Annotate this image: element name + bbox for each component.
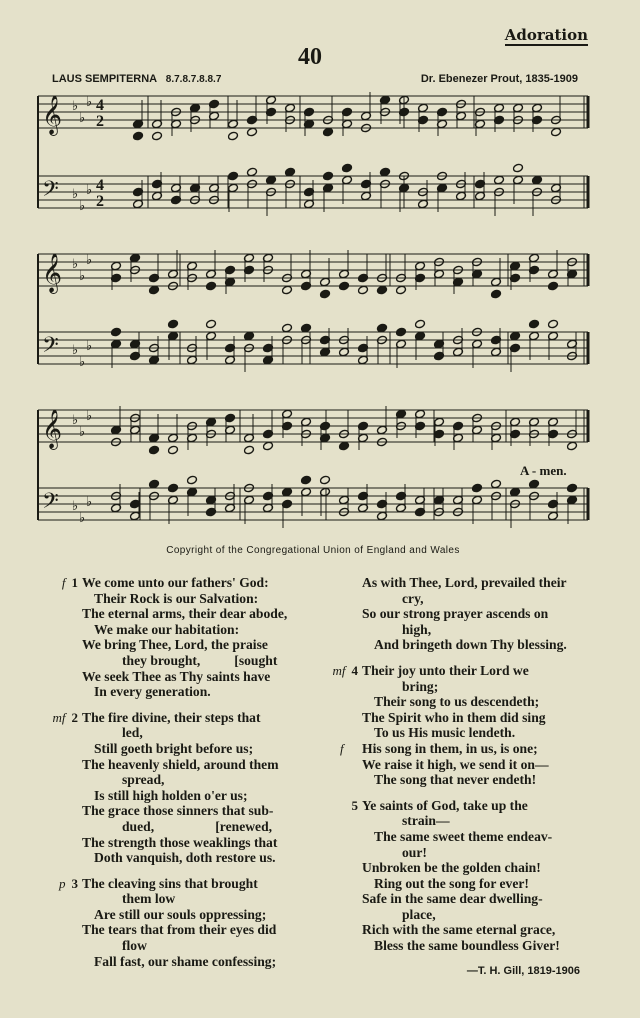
flat-icon: ♭ <box>86 253 93 268</box>
verse-line: bring; <box>402 678 439 694</box>
verse-line: Their Rock is our Salvation: <box>94 590 259 606</box>
verse-3-continued <box>324 575 592 653</box>
note-head <box>168 483 179 493</box>
verse-1 <box>38 575 308 700</box>
verse-line: We bring Thee, Lord, the praise <box>82 637 268 653</box>
note-head <box>342 163 353 173</box>
verse-line: As with Thee, Lord, prevailed their <box>362 575 567 590</box>
flat-icon: ♭ <box>79 111 86 126</box>
text-attribution: —T. H. Gill, 1819-1906 <box>466 964 580 977</box>
flat-icon: ♭ <box>86 495 93 510</box>
note-head <box>301 281 312 291</box>
dynamic-mark: f <box>340 740 344 756</box>
note-head <box>358 285 369 295</box>
verse-2 <box>38 710 308 866</box>
verse-line: Bless the same boundless Giver! <box>374 938 560 954</box>
verse-line: The grace those sinners that sub- <box>82 803 274 819</box>
treble-clef-icon: 𝄞 <box>42 409 63 449</box>
note-head <box>152 131 163 141</box>
flat-icon: ♭ <box>86 409 93 424</box>
verse-line: high, <box>402 621 432 637</box>
verse-line: Ring out the song for ever! <box>374 875 529 891</box>
dynamic-mark: f <box>61 575 66 590</box>
verse-line: We raise it high, we send it on— <box>362 756 549 772</box>
note-head <box>491 479 502 489</box>
amen-text: A - men. <box>520 463 567 478</box>
section-title: Adoration <box>504 26 588 44</box>
note-head <box>567 483 578 493</box>
time-signature: 2 <box>96 193 104 210</box>
verse-line: Is still high holden o'er us; <box>94 787 248 803</box>
note-head <box>282 487 293 497</box>
flat-icon: ♭ <box>86 339 93 354</box>
note-head <box>320 289 331 299</box>
note-head <box>396 285 407 295</box>
verse-line: Doth vanquish, doth restore us. <box>94 850 276 866</box>
note-head <box>149 285 160 295</box>
verse-number: 2 <box>71 709 78 725</box>
note-head <box>494 175 505 185</box>
verse-line: Rich with the same eternal grace, <box>362 922 556 938</box>
flat-icon: ♭ <box>72 343 79 358</box>
note-head <box>244 445 255 455</box>
treble-clef-icon: 𝄞 <box>42 253 63 293</box>
verse-line: Ye saints of God, take up the <box>362 797 528 813</box>
flat-icon: ♭ <box>72 499 79 514</box>
verse-4 <box>324 663 592 788</box>
verse-line: The heavenly shield, around them <box>82 756 279 772</box>
verse-line: flow <box>122 938 147 954</box>
note-head <box>377 285 388 295</box>
note-head <box>513 163 524 173</box>
note-head <box>263 441 274 451</box>
flat-icon: ♭ <box>86 95 93 110</box>
note-head <box>247 167 258 177</box>
composer: Dr. Ebenezer Prout, 1835-1909 <box>420 73 578 85</box>
bass-clef-icon: 𝄢 <box>42 333 59 363</box>
flat-icon: ♭ <box>86 183 93 198</box>
flat-icon: ♭ <box>72 187 79 202</box>
verse-line: In every generation. <box>94 684 211 700</box>
note-head <box>266 175 277 185</box>
time-signature: 2 <box>96 113 104 130</box>
verse-line: cry, <box>402 590 424 606</box>
note-head <box>282 285 293 295</box>
flat-icon: ♭ <box>79 425 86 440</box>
note-head <box>380 167 391 177</box>
note-head <box>532 175 543 185</box>
verse-line: place, <box>402 906 436 922</box>
note-head <box>149 445 160 455</box>
verse-line: Unbroken be the golden chain! <box>362 860 541 876</box>
note-head <box>301 323 312 333</box>
time-signature: 4 <box>96 97 104 114</box>
note-head <box>548 319 559 329</box>
hymn-text-left-column <box>38 575 308 979</box>
verse-number: 5 <box>351 797 358 813</box>
verse-line: Their song to us descendeth; <box>374 694 540 710</box>
note-head <box>111 327 122 337</box>
note-head <box>133 131 144 141</box>
flat-icon: ♭ <box>79 511 86 526</box>
note-head <box>168 319 179 329</box>
verse-line: The eternal arms, their dear abode, <box>82 606 288 622</box>
verse-number: 4 <box>351 662 358 678</box>
verse-5 <box>324 798 592 954</box>
verse-line: Safe in the same dear dwelling- <box>362 891 543 907</box>
verse-line: Are still our souls oppressing; <box>94 906 267 922</box>
time-signature: 4 <box>96 177 104 194</box>
flat-icon: ♭ <box>72 413 79 428</box>
verse-line: So our strong prayer ascends on <box>362 606 549 622</box>
tune-meter: 8.7.8.7.8.8.7 <box>165 74 222 85</box>
verse-number: 1 <box>71 575 78 590</box>
bass-clef-icon: 𝄢 <box>42 489 59 519</box>
note-head <box>247 127 258 137</box>
tune-name: LAUS SEMPITERNA <box>52 73 157 85</box>
flat-icon: ♭ <box>72 99 79 114</box>
note-head <box>149 479 160 489</box>
verse-line: them low <box>122 891 176 907</box>
note-head <box>472 483 483 493</box>
dynamic-mark: mf <box>52 709 66 725</box>
verse-line: dued, [renewed, <box>122 818 273 834</box>
verse-line <box>340 740 592 757</box>
treble-clef-icon: 𝄞 <box>42 95 63 135</box>
verse-line: The song that never endeth! <box>374 772 537 788</box>
note-head <box>339 441 350 451</box>
note-head <box>377 323 388 333</box>
verse-line: Still goeth bright before us; <box>94 740 254 756</box>
hymn-number: 40 <box>298 44 322 70</box>
flat-icon: ♭ <box>79 269 86 284</box>
note-head <box>510 487 521 497</box>
note-head <box>228 131 239 141</box>
verse-line: led, <box>122 725 143 741</box>
verse-line: We make our habitation: <box>94 621 240 637</box>
verse-number: 3 <box>71 875 78 891</box>
note-head <box>206 319 217 329</box>
verse-line: The same sweet theme endeav- <box>374 828 553 844</box>
verse-line: The fire divine, their steps that <box>82 709 261 725</box>
note-head <box>320 475 331 485</box>
note-head <box>396 327 407 337</box>
verse-line: Their joy unto their Lord we <box>362 662 529 678</box>
note-head <box>529 479 540 489</box>
verse-line: The tears that from their eyes did <box>82 922 277 938</box>
verse-line: spread, <box>122 772 165 788</box>
note-head <box>491 289 502 299</box>
note-head <box>187 475 198 485</box>
verse-3 <box>38 876 308 970</box>
note-head <box>323 127 334 137</box>
note-head <box>244 331 255 341</box>
verse-line: Fall fast, our shame confessing; <box>94 953 277 969</box>
note-head <box>301 475 312 485</box>
note-head <box>323 171 334 181</box>
note-head <box>548 281 559 291</box>
note-head <box>551 127 562 137</box>
note-head <box>168 445 179 455</box>
copyright-notice: Copyright of the Congregational Union of England and Wales <box>166 545 460 556</box>
verse-line: The cleaving sins that brought <box>82 875 258 891</box>
verse-line: they brought, [sought <box>122 652 278 668</box>
verse-line: To us His music lendeth. <box>374 725 516 741</box>
note-head <box>529 319 540 329</box>
note-head <box>282 323 293 333</box>
verse-line: We come unto our fathers' God: <box>82 575 269 590</box>
dynamic-mark: p <box>59 875 66 891</box>
note-head <box>285 167 296 177</box>
flat-icon: ♭ <box>72 257 79 272</box>
note-head <box>415 319 426 329</box>
verse-line: The strength those weaklings that <box>82 834 278 850</box>
verse-line-text: His song in them, in us, is one; <box>362 740 538 756</box>
note-head <box>228 171 239 181</box>
verse-line: And bringeth down Thy blessing. <box>374 637 567 653</box>
dynamic-mark: mf <box>332 662 346 678</box>
note-head <box>567 441 578 451</box>
verse-line: We seek Thee as Thy saints have <box>82 668 271 684</box>
note-head <box>510 331 521 341</box>
flat-icon: ♭ <box>79 355 86 370</box>
note-head <box>206 281 217 291</box>
verse-line: our! <box>402 844 427 860</box>
verse-line: strain— <box>402 813 450 829</box>
hymn-text-right-column <box>324 575 592 979</box>
flat-icon: ♭ <box>79 199 86 214</box>
verse-line: The Spirit who in them did sing <box>362 709 546 725</box>
note-head <box>339 281 350 291</box>
bass-clef-icon: 𝄢 <box>42 177 59 207</box>
